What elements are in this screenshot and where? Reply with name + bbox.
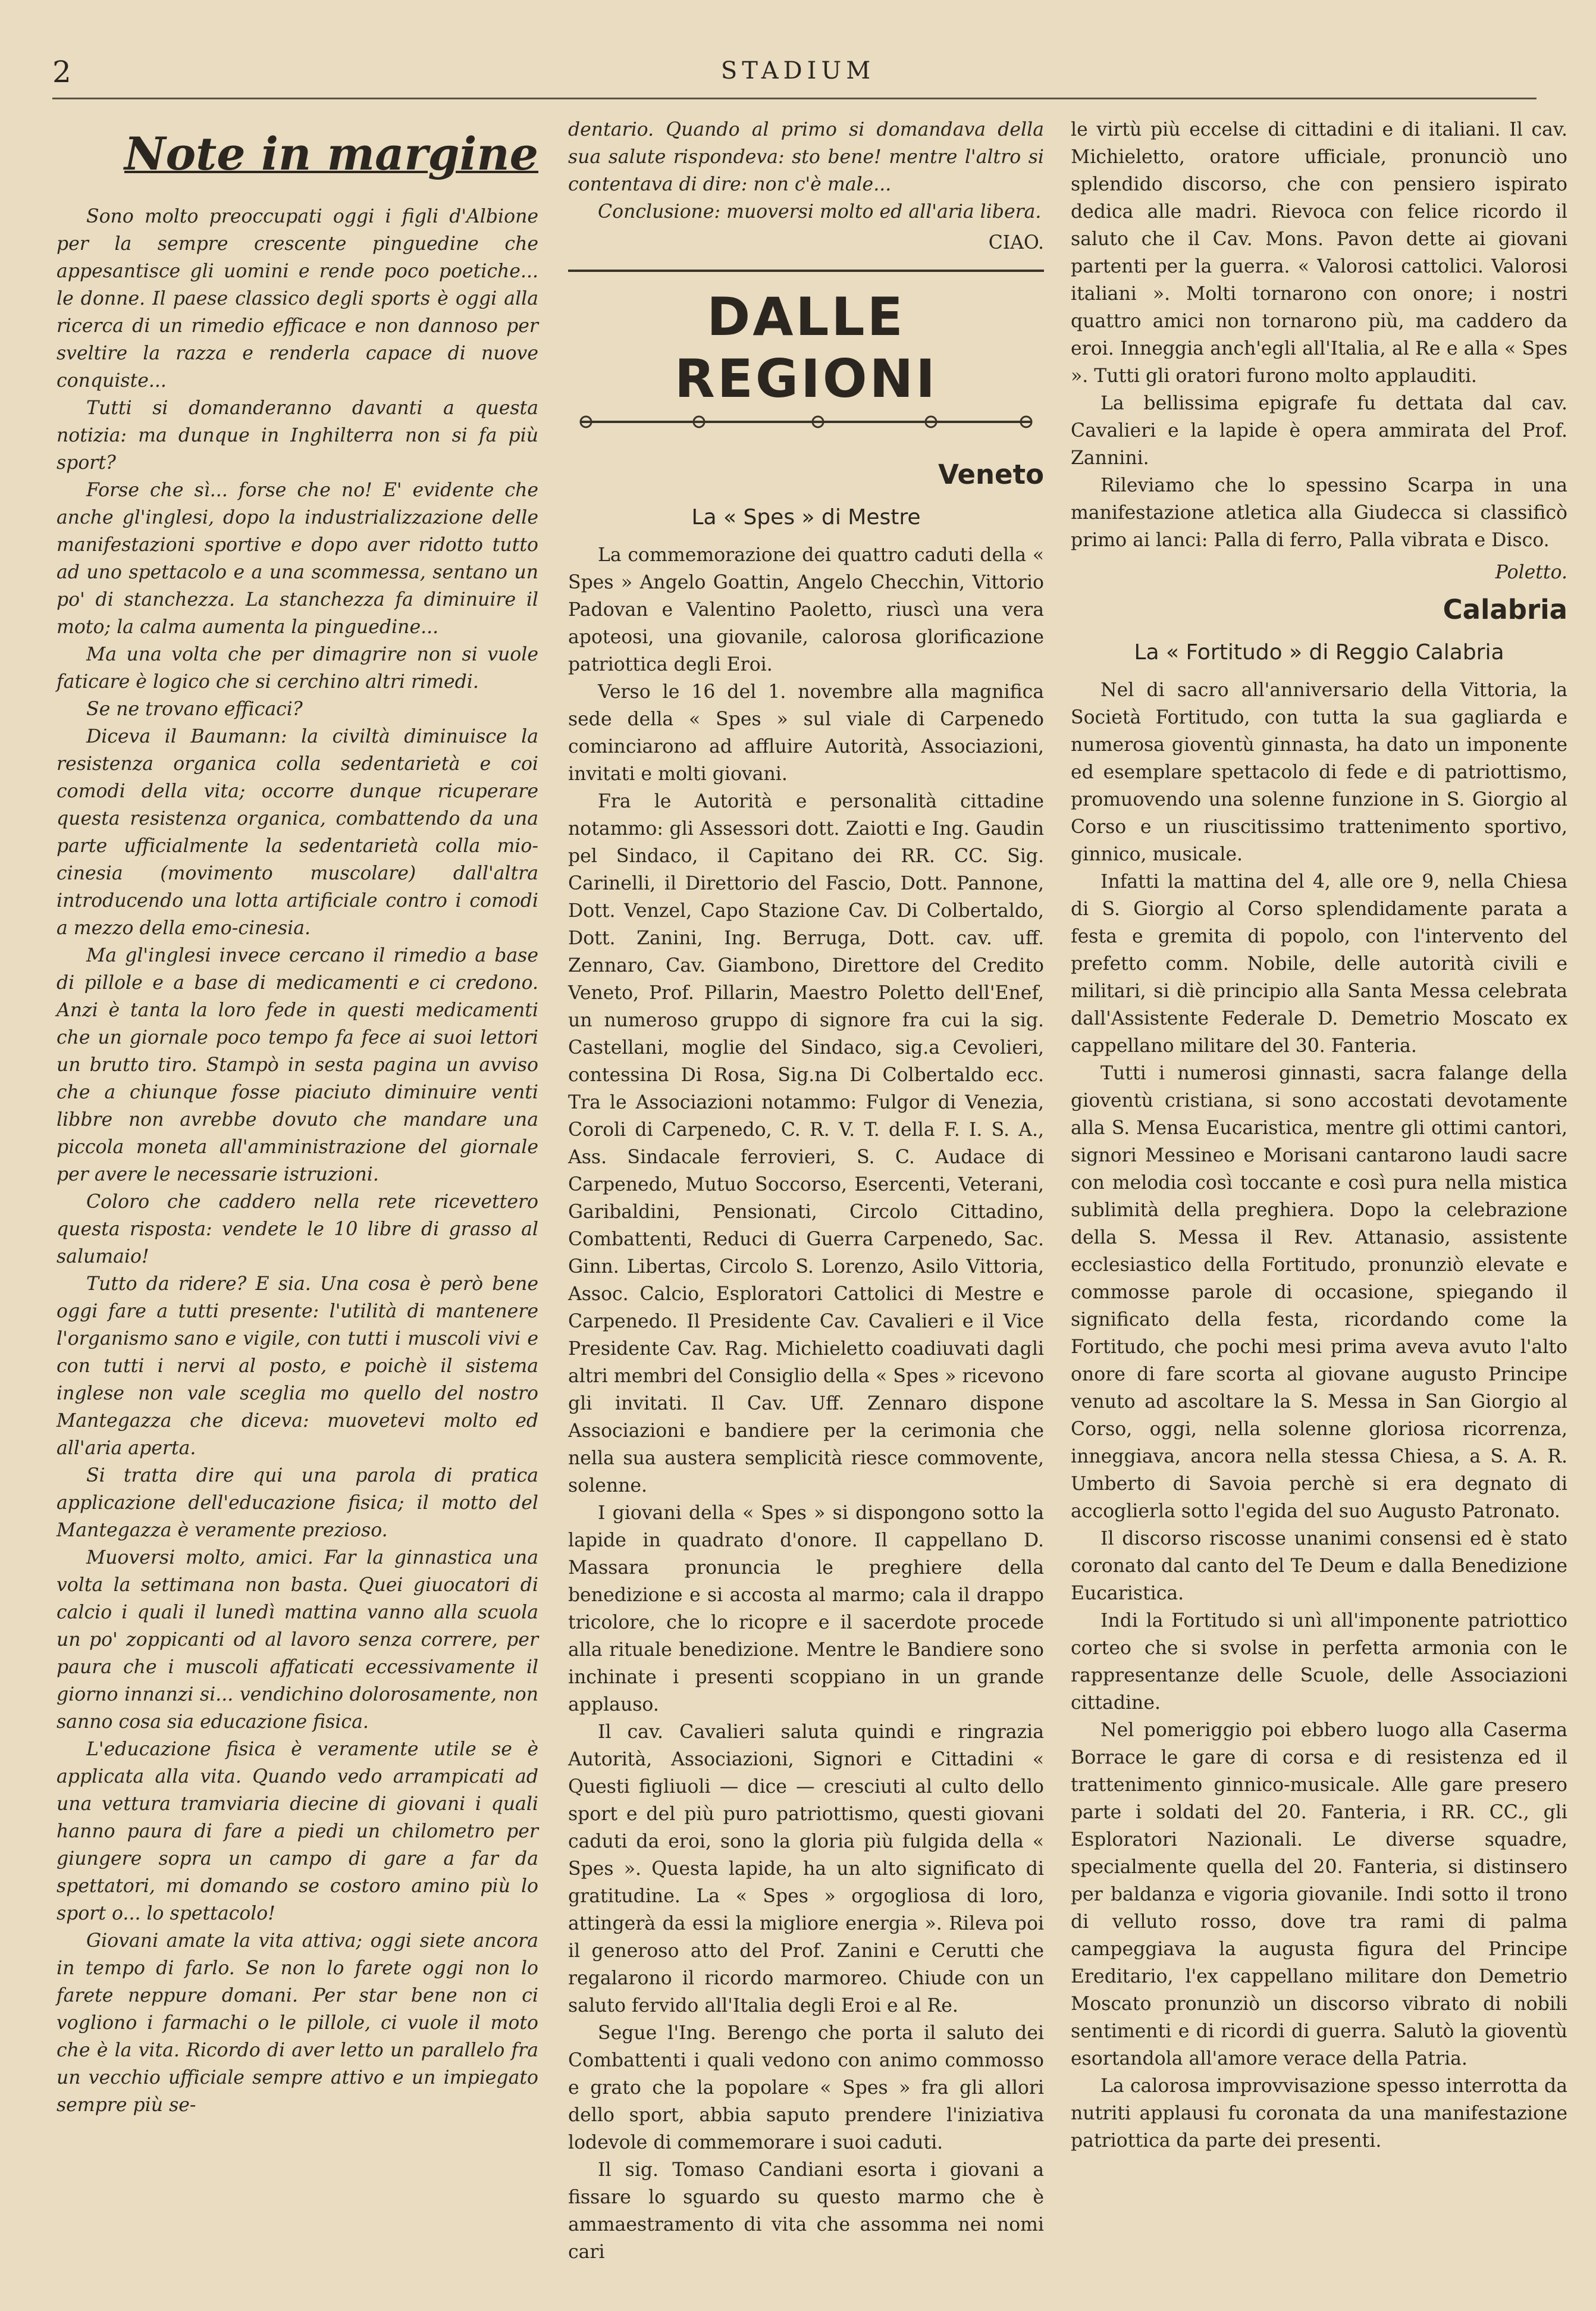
paragraph: L'educazione fisica è veramente utile se è applicata alla vita. Quando vedo arrampicati ad una vettura tramviaria diecine di giovani i quali hanno paura di fare a piedi un chilometro per giungere sopra un campo di gare a far da spettatori, mi domando se costoro amino più lo sport o... lo spettacolo! [57,1739,538,1924]
journal-title: STADIUM [720,57,876,84]
column-dalle-regioni [568,116,1044,2266]
paragraph: La calorosa improvvisazione spesso interrotta da nutriti applausi fu coronata da una manifestazione patriottica da parte dei presenti. [1071,2075,1567,2152]
paragraph: Muoversi molto, amici. Far la ginnastica una volta la settimana non basta. Quei giuocatori di calcio i quali il lunedì mattina vanno alla scuola un po' zoppicanti od al lavoro senza correre, per paura che i muscoli affaticati eccessivamente il giorno innanzi si... vendichino dolorosamente, non sanno cosa sia educazione fisica. [57,1547,538,1733]
header-rule [52,98,1537,99]
column-note-in-margine [57,116,538,2119]
paragraph: Verso le 16 del 1. novembre alla magnifica sede della « Spes » sul viale di Carpenedo cominciarono ad affluire Autorità, Associazioni, invitati e molti giovani. [568,681,1044,785]
paragraph: Giovani amate la vita attiva; oggi siete ancora in tempo di farlo. Se non lo farete oggi non lo farete neppure domani. Per star bene non ci vogliono i farmachi o le pillole, ci vuole il moto che è la vita. Ricordo di aver letto un parallelo fra un vecchio ufficiale sempre attivo e un impiegato sempre più se- [57,1930,538,2116]
paragraph: Il sig. Tomaso Candiani esorta i giovani a fissare lo sguardo su questo marmo che è ammaestramento di vita che assomma nei nomi cari [568,2159,1044,2263]
page-number: 2 [52,55,71,89]
paragraph: Ma gl'inglesi invece cercano il rimedio a base di pillole e a base di medicamenti e ci credono. Anzi è tanta la loro fede in questi medicamenti che un giornale poco tempo fa fece ai suoi lettori un brutto tiro. Stampò in sesta pagina un avviso che a chiunque fosse piaciuto diminuire venti libbre non avrebbe dovuto che mandare una piccola moneta all'amministrazione del giornale per avere le necessarie istruzioni. [57,945,538,1185]
paragraph: Se ne trovano efficaci? [86,699,303,720]
paragraph: Sono molto preoccupati oggi i figli d'Albione per la sempre crescente pinguedine che appesantisce gli uomini e rende poco poetiche... le donne. Il paese classico degli sports è oggi alla ricerca di un rimedio efficace e non dannoso per sveltire la razza e renderla capace di nuove conquiste... [57,206,538,392]
paragraph: Il discorso riscosse unanimi consensi ed è stato coronato dal canto del Te Deum e dalla Benedizione Eucaristica. [1071,1528,1567,1604]
paragraph: I giovani della « Spes » si dispongono sotto la lapide in quadrato d'onore. Il cappellano D. Massara pronuncia le preghiere della benedizione e si accosta al marmo; cala il drappo tricolore, che lo ricopre e il sacerdote procede alla rituale benedizione. Mentre le Bandiere sono inchinate i presenti scoppiano in un grande applauso. [568,1502,1044,1715]
article-subheading: La « Fortitudo » di Reggio Calabria [1134,640,1504,665]
paragraph: Tutto da ridere? E sia. Una cosa è però bene oggi fare a tutti presente: l'utilità di mantenere l'organismo sano e vigile, con tutti i muscoli vivi e con tutti i nervi al posto, e poichè il sistema inglese non vale sceglia mo quello del nostro Mantegazza che diceva: muovetevi molto ed all'aria aperta. [57,1273,538,1459]
paragraph: Forse che sì... forse che no! E' evidente che anche gl'inglesi, dopo la industrializzazione delle manifestazioni sportive e dopo aver ridotto tutto ad uno spettacolo e a una scommessa, sentano un po' di stanchezza. La stanchezza fa diminuire il moto; la calma aumenta la pinguedine... [57,480,538,638]
paragraph: Si tratta dire qui una parola di pratica applicazione dell'educazione fisica; il motto del Mantegazza è veramente prezioso. [57,1465,538,1541]
paragraph: Tutti i numerosi ginnasti, sacra falange della gioventù cristiana, si sono accostati devotamente alla S. Mensa Eucaristica, mentre gli ottimi cantori, signori Messineo e Morisani cantarono laudi sacre con melodia così toccante e così pura nella mistica sublimità della preghiera. Dopo la celebrazione della S. Messa il Rev. Attanasio, assistente ecclesiastico della Fortitudo, pronunziò elevate e commosse parole di occasione, spiegando il significato della festa, ricordando come la Fortitudo, che pochi mesi prima aveva avuto l'alto onore di fare scorta al giovane augusto Principe venuto ad ascoltare la S. Messa in San Giorgio al Corso, oggi, nella solenne gloriosa ricorrenza, inneggiava, ancora nella stessa Chiesa, a S. A. R. Umberto di Savoia perchè si era degnato di accoglierla sotto l'egida del suo Augusto Patronato. [1071,1063,1567,1522]
region-heading: Calabria [1443,594,1567,625]
paragraph: dentario. Quando al primo si domandava della sua salute rispondeva: sto bene! mentre l'altro si contentava di dire: non c'è male... [568,119,1044,195]
paragraph: Infatti la mattina del 4, alle ore 9, nella Chiesa di S. Giorgio al Corso splendidamente parata a festa e gremita di popolo, con l'intervento del prefetto comm. Nobile, delle autorità civili e militari, si diè principio alla Santa Messa celebrata dall'Assistente Federale D. Demetrio Moscato ex cappellano militare del 30. Fanteria. [1071,871,1567,1057]
article-title: Note in margine [124,127,538,180]
author-signature: Poletto. [1495,562,1567,583]
section-banner: DALLE REGIONI [674,286,938,409]
paragraph: Coloro che caddero nella rete ricevettero questa risposta: vendete le 10 libre di grasso al salumaio! [57,1191,538,1267]
paragraph: La commemorazione dei quattro caduti della « Spes » Angelo Goattin, Angelo Checchin, Vittorio Padovan e Valentino Paoletto, riuscì una vera apoteosi, una giovanile, calorosa glorificazione patriottica degli Eroi. [568,544,1044,675]
paragraph: Diceva il Baumann: la civiltà diminuisce la resistenza organica colla sedentarietà e coi comodi della vita; occorre dunque ricuperare questa resistenza organica, combattendo da una parte ufficialmente la sedentarietà colla mio-cinesia (movimento muscolare) dall'altra introducendo una lotta artificiale contro i comodi a mezzo della emo-cinesia. [57,726,538,939]
paragraph: Tutti si domanderanno davanti a questa notizia: ma dunque in Inghilterra non si fa più sport? [57,397,538,474]
paragraph: Fra le Autorità e personalità cittadine notammo: gli Assessori dott. Zaiotti e Ing. Gaudin pel Sindaco, il Capitano dei RR. CC. Sig. Carinelli, il Direttorio del Fascio, Dott. Pannone, Dott. Venzel, Capo Stazione Cav. Di Colbertaldo, Dott. Zanini, Ing. Berruga, Dott. cav. uff. Zennaro, Cav. Giambono, Direttore del Credito Veneto, Prof. Pillarin, Maestro Poletto dell'Enef, un numeroso gruppo di signore fra cui la sig. Castellani, moglie del Sindaco, sig.a Cevolieri, contessina Di Rosa, Sig.na Di Colbertaldo ecc. Tra le Associazioni notammo: Fulgor di Venezia, Coroli di Carpenedo, C. R. V. T. della F. I. S. A., Ass. Sindacale ferrovieri, S. C. Audace di Carpenedo, Mutuo Soccorso, Esercenti, Veterani, Garibaldini, Pensionati, Circolo Cittadino, Combattenti, Reduci di Guerra Carpenedo, Sac. Ginn. Libertas, Circolo S. Lorenzo, Asilo Vittoria, Assoc. Calcio, Esploratori Cattolici di Mestre e Carpenedo. Il Presidente Cav. Cavalieri e il Vice Presidente Cav. Rag. Michieletto coadiuvati dagli altri membri del Consiglio della « Spes » ricevono gli invitati. Il Cav. Uff. Zennaro dispone Associazioni e bandiere per la cerimonia che nella sua austera semplicità riesce commovente, solenne. [568,791,1044,1496]
article-subheading: La « Spes » di Mestre [691,505,921,530]
paragraph: Indi la Fortitudo si unì all'imponente patriottico corteo che si svolse in perfetta armonia con le rappresentanze delle Scuole, delle Associazioni cittadine. [1071,1610,1567,1714]
paragraph: Il cav. Cavalieri saluta quindi e ringrazia Autorità, Associazioni, Signori e Cittadini « Questi figliuoli — dice — cresciuti al culto dello sport e del più puro patriottismo, questi giovani caduti da eroi, sono la gloria più fulgida della « Spes ». Questa lapide, ha un alto significato di gratitudine. La « Spes » orgogliosa di loro, attingerà da essi la migliore energia ». Rileva poi il generoso atto del Prof. Zanini e Cerutti che regalarono il ricordo marmoreo. Chiude con un saluto fervido all'Italia degli Eroi e al Re. [568,1721,1044,2016]
section-divider [568,270,1044,272]
column-regioni-continued [1071,116,1567,2155]
paragraph: Rileviamo che lo spessino Scarpa in una manifestazione atletica alla Giudecca si classificò primo ai lanci: Palla di ferro, Palla vibrata e Disco. [1071,475,1567,551]
paragraph: le virtù più eccelse di cittadini e di italiani. Il cav. Michieletto, oratore ufficiale, pronunciò uno splendido discorso, che con pensiero ispirato dedica alle madri. Rievoca con felice ricordo il saluto che il Cav. Mons. Pavon dette ai giovani partenti per la guerra. « Valorosi cattolici. Valorosi italiani ». Molti tornarono con onore; i nostri quattro amici non tornarono più, ma caddero da eroi. Inneggia anch'egli all'Italia, al Re e alla « Spes ». Tutti gli oratori furono molto applauditi. [1071,119,1567,387]
paragraph: Nel di sacro all'anniversario della Vittoria, la Società Fortitudo, con tutta la sua gagliarda e numerosa gioventù ginnasta, ha dato un imponente ed esemplare spettacolo di fede e di patriottismo, promuovendo una solenne funzione in S. Giorgio al Corso e un riuscitissimo trattenimento sportivo, ginnico, musicale. [1071,679,1567,865]
region-heading: Veneto [938,459,1044,490]
decorative-ornament [568,410,1044,434]
author-signature: CIAO. [988,232,1044,253]
paragraph: Conclusione: muoversi molto ed all'aria libera. [598,201,1042,223]
paragraph: La bellissima epigrafe fu dettata dal cav. Cavalieri e la lapide è opera ammirata del Prof. Zannini. [1071,393,1567,469]
paragraph: Ma una volta che per dimagrire non si vuole faticare è logico che si cerchino altri rimedi. [57,644,538,693]
paragraph: Segue l'Ing. Berengo che porta il saluto dei Combattenti i quali vedono con animo commosso e grato che la popolare « Spes » fra gli allori dello sport, abbia saputo prendere l'iniziativa lodevole di commemorare i suoi caduti. [568,2022,1044,2153]
paragraph: Nel pomeriggio poi ebbero luogo alla Caserma Borrace le gare di corsa e di resistenza ed il trattenimento ginnico-musicale. Alle gare presero parte i soldati del 20. Fanteria, i RR. CC., gli Esploratori Nazionali. Le diverse squadre, specialmente quella del 20. Fanteria, si distinsero per baldanza e vigoria giovanile. Indi sotto il trono di velluto rosso, dove tra rami di palma campeggiava la augusta figura del Principe Ereditario, l'ex cappellano militare don Demetrio Moscato pronunziò un discorso vibrato di nobili sentimenti e di ricordi di guerra. Salutò la gioventù esortandola all'amore verace della Patria. [1071,1720,1567,2069]
